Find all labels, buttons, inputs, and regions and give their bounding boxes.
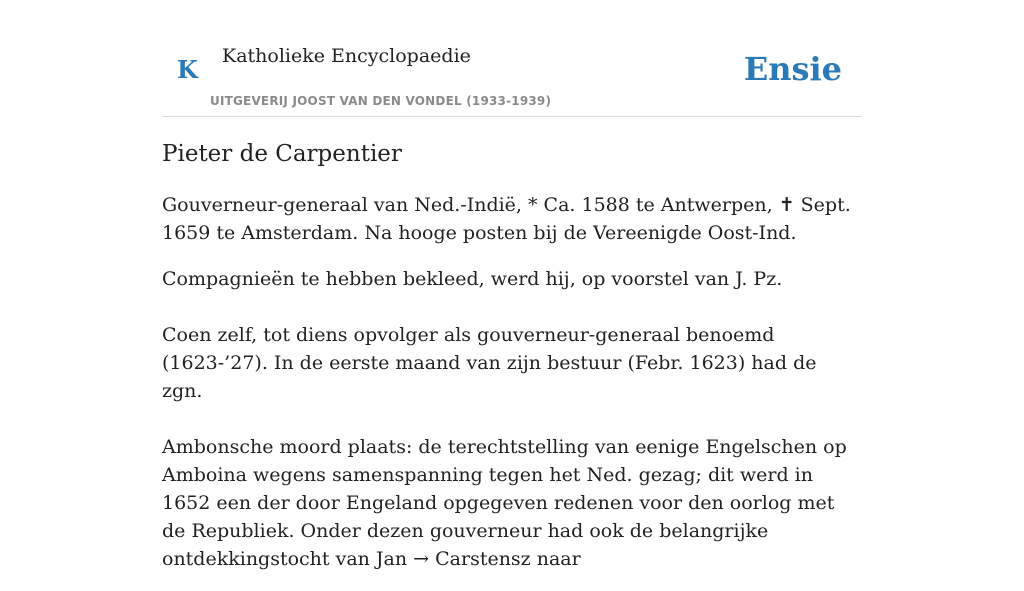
publisher-label: UITGEVERIJ JOOST VAN DEN VONDEL (1933-1939) — [210, 94, 552, 108]
article-paragraph: Compagnieën te hebben bekleed, werd hij, op voorstel van J. Pz. — [162, 268, 783, 290]
article-title: Pieter de Carpentier — [162, 141, 402, 167]
encyclopedia-logo[interactable]: K — [177, 55, 198, 84]
article-paragraph: Coen zelf, tot diens opvolger als gouverneur-generaal benoemd (1623-’27). In de eerste maand van zijn bestuur (Febr. 1623) had de zgn. — [162, 324, 817, 402]
ensie-brand-link[interactable]: Ensie — [743, 50, 842, 88]
encyclopedia-title[interactable]: Katholieke Encyclopaedie — [222, 45, 471, 67]
article-paragraph: Ambonsche moord plaats: de terechtstelling van eenige Engelschen op Amboina wegens samenspanning tegen het Ned. gezag; dit werd in 1652 een der door Engeland opgegeven redenen voor den oorlog met de Republiek. Onder dezen gouverneur had ook de belangrijke ontdekkingstocht van Jan → Carstensz naar — [162, 436, 847, 570]
article-paragraph: Gouverneur-generaal van Ned.-Indië, * Ca. 1588 te Antwerpen, ✝ Sept. 1659 te Amsterdam. Na hooge posten bij de Vereenigde Oost-Ind. — [162, 194, 851, 244]
article-body — [162, 138, 862, 591]
site-header — [162, 0, 862, 117]
